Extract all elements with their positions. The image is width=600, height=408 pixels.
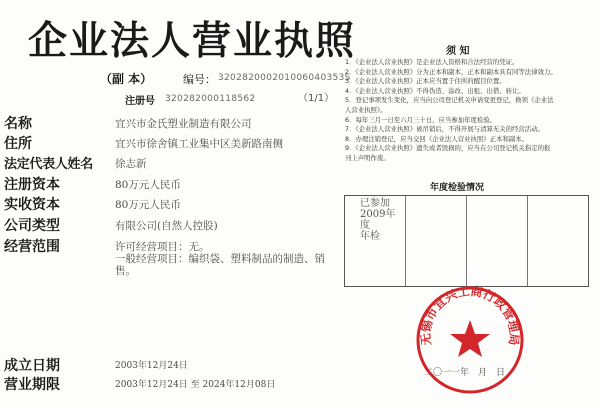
field-value-address: 宜兴市徐舍镇工业集中区美新路南侧 [115, 138, 283, 150]
notice-item: 8．办理注销登记，应当交回《企业法人营业执照》正本和副本。 [345, 134, 529, 143]
notice-item: 9．《企业法人营业执照》遗失或者毁损的，应当在公司登记机关指定的报 [345, 144, 551, 153]
registration-label: 注册号 [125, 96, 155, 107]
field-value-established: 2003年12月24日 [115, 361, 188, 371]
seal-text: 无锡市宜兴工商行政管理局 [418, 284, 522, 346]
document-title: 企业法人营业执照 [28, 18, 357, 64]
notice-item: 4．《企业法人营业执照》不得伪造、涂改、出租、出借、转让。 [345, 86, 525, 95]
page-count: （1/1） [298, 93, 335, 104]
annual-inspection-cell [528, 196, 588, 286]
notice-item: 6．每年三月一日至六月三十日，应当参加年度检验。 [345, 115, 497, 124]
field-value-name: 宜兴市金氏塑业制造有限公司 [115, 118, 252, 130]
field-label-business-scope: 经营范围 [4, 239, 60, 255]
field-label-legal-rep: 法定代表人姓名 [4, 157, 93, 172]
annual-inspection-title: 年度检验情况 [430, 183, 485, 193]
field-label-paid-in-capital: 实收资本 [4, 197, 60, 213]
annual-inspection-cell [467, 196, 528, 286]
field-label-registered-capital: 注册资本 [4, 177, 60, 193]
notice-item: 7．《企业法人营业执照》被吊销后，不得开展与清算无关的经营活动。 [345, 125, 544, 134]
field-label-term: 营业期限 [4, 377, 60, 393]
serial-number: 320282000201006040353S [218, 73, 351, 83]
serial-label: 编号： [183, 73, 216, 86]
notice-list [345, 58, 585, 164]
notice-item: 人营业执照》。 [345, 105, 387, 114]
notice-title: 须 知 [446, 46, 470, 57]
field-value-business-scope: 许可经营项目：无。 [115, 241, 210, 253]
issue-date: 二〇一一年 月 日 [424, 368, 506, 378]
notice-item: 5．登记事项发生变化，应当向公司登记机关申请变更登记，换领《企业法 [345, 96, 554, 105]
notice-item: 1．《企业法人营业执照》是企业法人资格和合法经营的凭证。 [345, 58, 519, 66]
copy-label: （副 本） [100, 72, 153, 86]
field-label-name: 名称 [4, 116, 32, 132]
annual-inspection-stamp: 已参加 2009年度 年检 [360, 198, 396, 242]
field-value-paid-in-capital: 80万元人民币 [115, 199, 181, 211]
field-value-company-type: 有限公司(自然人控股) [115, 220, 218, 232]
field-label-address: 住所 [4, 136, 32, 152]
annual-inspection-cell [406, 196, 467, 286]
star-icon [450, 320, 490, 357]
field-value-legal-rep: 徐志新 [115, 158, 147, 170]
field-label-company-type: 公司类型 [4, 218, 60, 234]
official-seal-icon [414, 284, 526, 396]
scope-line: 售。 [115, 265, 136, 277]
field-label-established: 成立日期 [4, 358, 60, 374]
notice-item: 2．《企业法人营业执照》分为正本和副本，正本和副本具有同等法律效力。 [345, 67, 557, 76]
notice-item: 刊上声明作废。 [345, 153, 390, 162]
field-value-registered-capital: 80万元人民币 [115, 179, 181, 191]
field-value-term: 2003年12月24日 至 2024年12月08日 [115, 380, 276, 390]
registration-number: 320282000118562 [165, 94, 256, 104]
scope-line: 一般经营项目：编织袋、塑料制品的制造、销 [115, 253, 325, 265]
notice-item: 3．《企业法人营业执照》正本应当置于住所的醒目位置。 [345, 77, 506, 86]
